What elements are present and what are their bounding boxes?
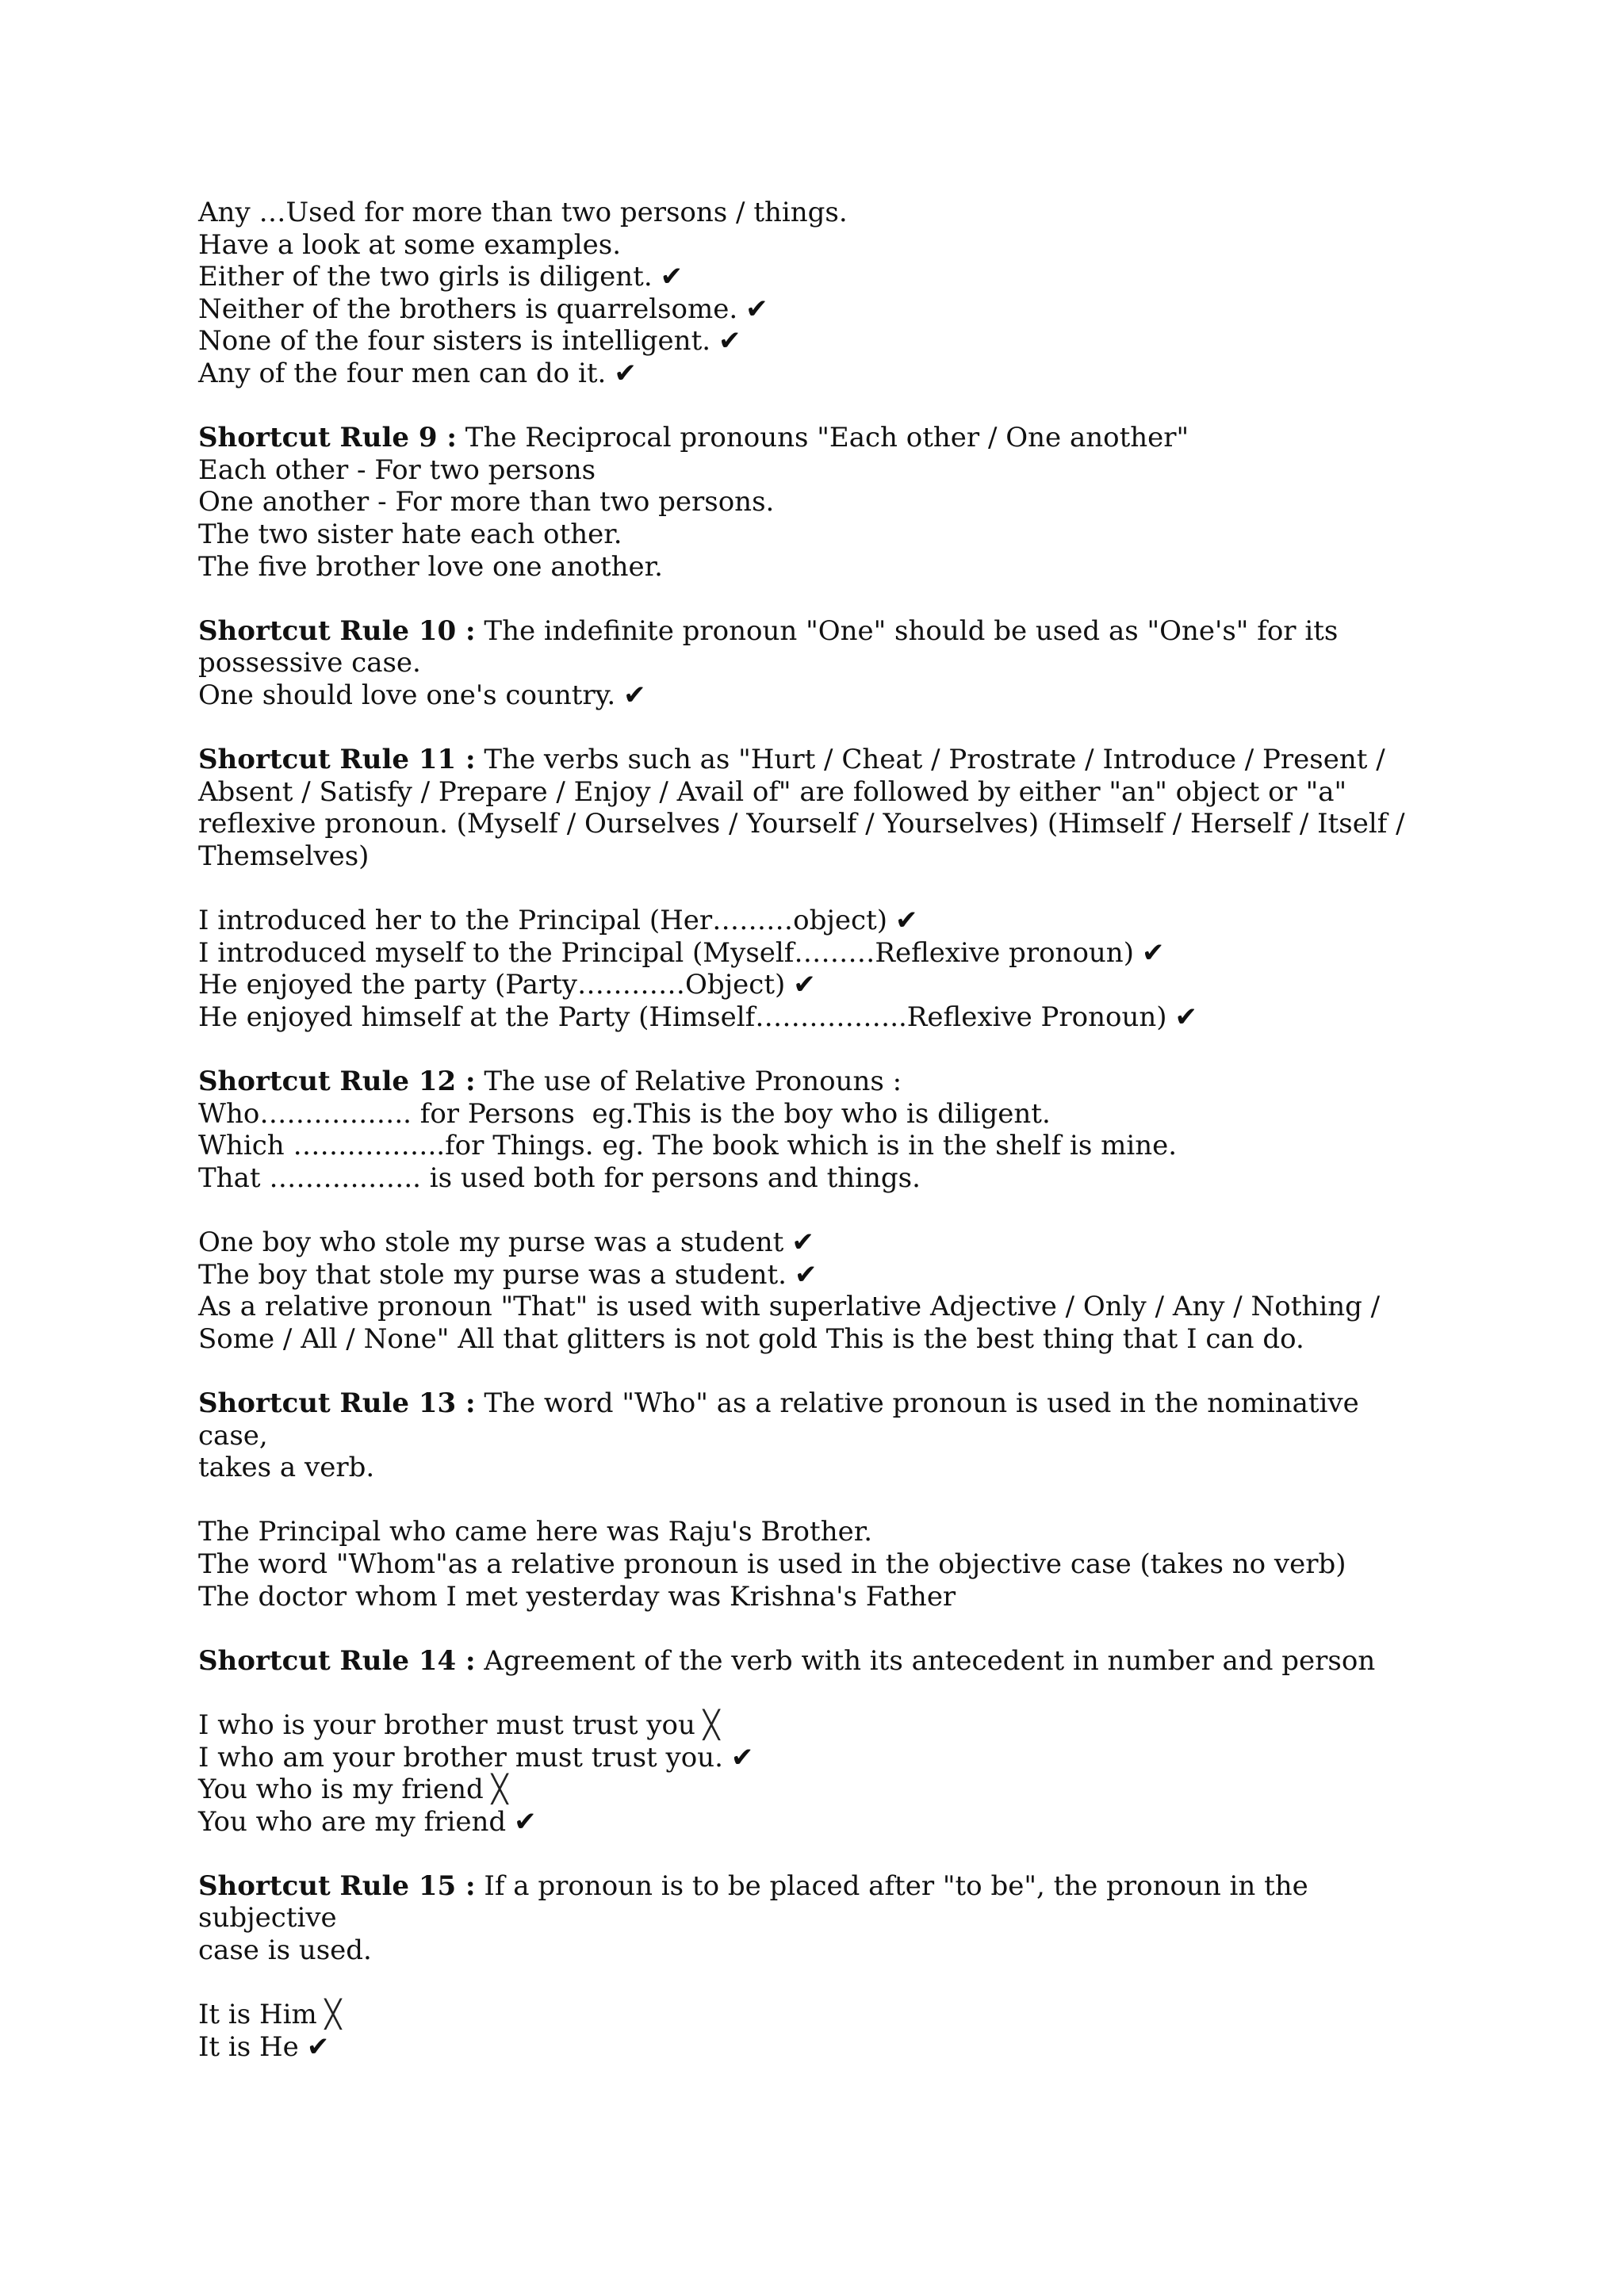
- rule-line: The word "Whom"as a relative pronoun is used in the objective case (takes no verb): [198, 1548, 1346, 1580]
- rule-title: Shortcut Rule 12 :: [198, 1066, 476, 1098]
- rule-line: possessive case.: [198, 647, 421, 679]
- rule-line: takes a verb.: [198, 1452, 375, 1484]
- intro-line: Any …Used for more than two persons / things.: [198, 197, 848, 228]
- example-line: He enjoyed the party (Party…………Object) ✔: [198, 969, 816, 1001]
- rule-heading: Shortcut Rule 12 : The use of Relative Pronouns :: [198, 1066, 902, 1098]
- check-icon: ✔: [306, 2030, 330, 2063]
- rule-line: case is used.: [198, 1934, 372, 1967]
- rule-line: Each other - For two persons: [198, 453, 596, 486]
- rule-heading: Shortcut Rule 10 : The indefinite pronoun "One" should be used as "One's" for its: [198, 614, 1339, 647]
- example-line: You who are my friend ✔: [198, 1805, 537, 1838]
- cross-icon: ╳: [703, 1709, 720, 1741]
- check-icon: ✔: [791, 1226, 814, 1258]
- example-line: It is He ✔: [198, 2030, 330, 2063]
- check-icon: ✔: [745, 293, 768, 325]
- example-line: One should love one's country. ✔: [198, 679, 646, 711]
- rule-line: One another - For more than two persons.: [198, 486, 775, 519]
- cross-icon: ╳: [324, 1999, 342, 2031]
- rule-line: The two sister hate each other.: [198, 518, 622, 550]
- rule-title: Shortcut Rule 9 :: [198, 422, 457, 454]
- rule-heading: Shortcut Rule 11 : The verbs such as "Hurt / Cheat / Prostrate / Introduce / Present /: [198, 744, 1385, 776]
- example-line: Either of the two girls is diligent. ✔: [198, 261, 684, 293]
- check-icon: ✔: [514, 1805, 537, 1838]
- rule-line: Absent / Satisfy / Prepare / Enjoy / Avail of" are followed by either "an" object or "a": [198, 775, 1347, 808]
- example-line: He enjoyed himself at the Party (Himself……………..Reflexive Pronoun) ✔: [198, 1001, 1198, 1033]
- check-icon: ✔: [1141, 936, 1165, 969]
- rule-line: Which ……………..for Things. eg. The book which is in the shelf is mine.: [198, 1130, 1178, 1162]
- check-icon: ✔: [794, 1258, 818, 1291]
- rule-heading: Shortcut Rule 15 : If a pronoun is to be placed after "to be", the pronoun in the subjective: [198, 1869, 1317, 1934]
- rule-heading: Shortcut Rule 14 : Agreement of the verb with its antecedent in number and person: [198, 1644, 1376, 1677]
- check-icon: ✔: [1174, 1001, 1198, 1033]
- example-line: It is Him ╳: [198, 1999, 342, 2031]
- example-line: You who is my friend ╳: [198, 1774, 508, 1806]
- rule-heading: Shortcut Rule 13 : The word "Who" as a relative pronoun is used in the nominative case,: [198, 1387, 1368, 1452]
- rule-line: The doctor whom I met yesterday was Krishna's Father: [198, 1580, 956, 1613]
- rule-heading: Shortcut Rule 9 : The Reciprocal pronouns "Each other / One another": [198, 422, 1189, 454]
- example-line: One boy who stole my purse was a student ✔: [198, 1226, 814, 1258]
- intro-line: Have a look at some examples.: [198, 228, 622, 261]
- rule-title: Shortcut Rule 13 :: [198, 1387, 476, 1419]
- check-icon: ✔: [730, 1741, 754, 1774]
- rule-title: Shortcut Rule 14 :: [198, 1644, 476, 1677]
- rule-line: The five brother love one another.: [198, 550, 663, 583]
- example-line: I introduced her to the Principal (Her………object) ✔: [198, 905, 918, 937]
- rule-title: Shortcut Rule 11 :: [198, 744, 476, 776]
- check-icon: ✔: [895, 905, 918, 937]
- example-line: I who is your brother must trust you ╳: [198, 1709, 720, 1741]
- cross-icon: ╳: [491, 1774, 508, 1806]
- check-icon: ✔: [660, 261, 684, 293]
- example-line: None of the four sisters is intelligent. ✔: [198, 325, 741, 358]
- document-page: [198, 197, 1435, 2063]
- example-line: Neither of the brothers is quarrelsome. ✔: [198, 293, 768, 325]
- example-line: The boy that stole my purse was a student. ✔: [198, 1258, 818, 1291]
- rule-title: Shortcut Rule 15 :: [198, 1869, 476, 1902]
- check-icon: ✔: [623, 679, 646, 711]
- check-icon: ✔: [793, 969, 816, 1001]
- check-icon: ✔: [718, 325, 741, 358]
- example-line: I introduced myself to the Principal (Myself………Reflexive pronoun) ✔: [198, 936, 1165, 969]
- rule-line: The Principal who came here was Raju's Brother.: [198, 1516, 873, 1548]
- rule-line: Some / All / None" All that glitters is not gold This is the best thing that I can do.: [198, 1322, 1304, 1355]
- rule-line: Who…………….. for Persons eg.This is the boy who is diligent.: [198, 1097, 1051, 1130]
- rule-title: Shortcut Rule 10 :: [198, 614, 476, 647]
- check-icon: ✔: [614, 357, 637, 389]
- rule-line: Themselves): [198, 840, 370, 872]
- rule-line: That …………….. is used both for persons and things.: [198, 1161, 921, 1194]
- rule-line: reflexive pronoun. (Myself / Ourselves / Yourself / Yourselves) (Himself / Herself / Itself /: [198, 808, 1405, 840]
- example-line: Any of the four men can do it. ✔: [198, 357, 637, 389]
- rule-line: As a relative pronoun "That" is used with superlative Adjective / Only / Any / Nothing /: [198, 1291, 1381, 1323]
- example-line: I who am your brother must trust you. ✔: [198, 1741, 754, 1774]
